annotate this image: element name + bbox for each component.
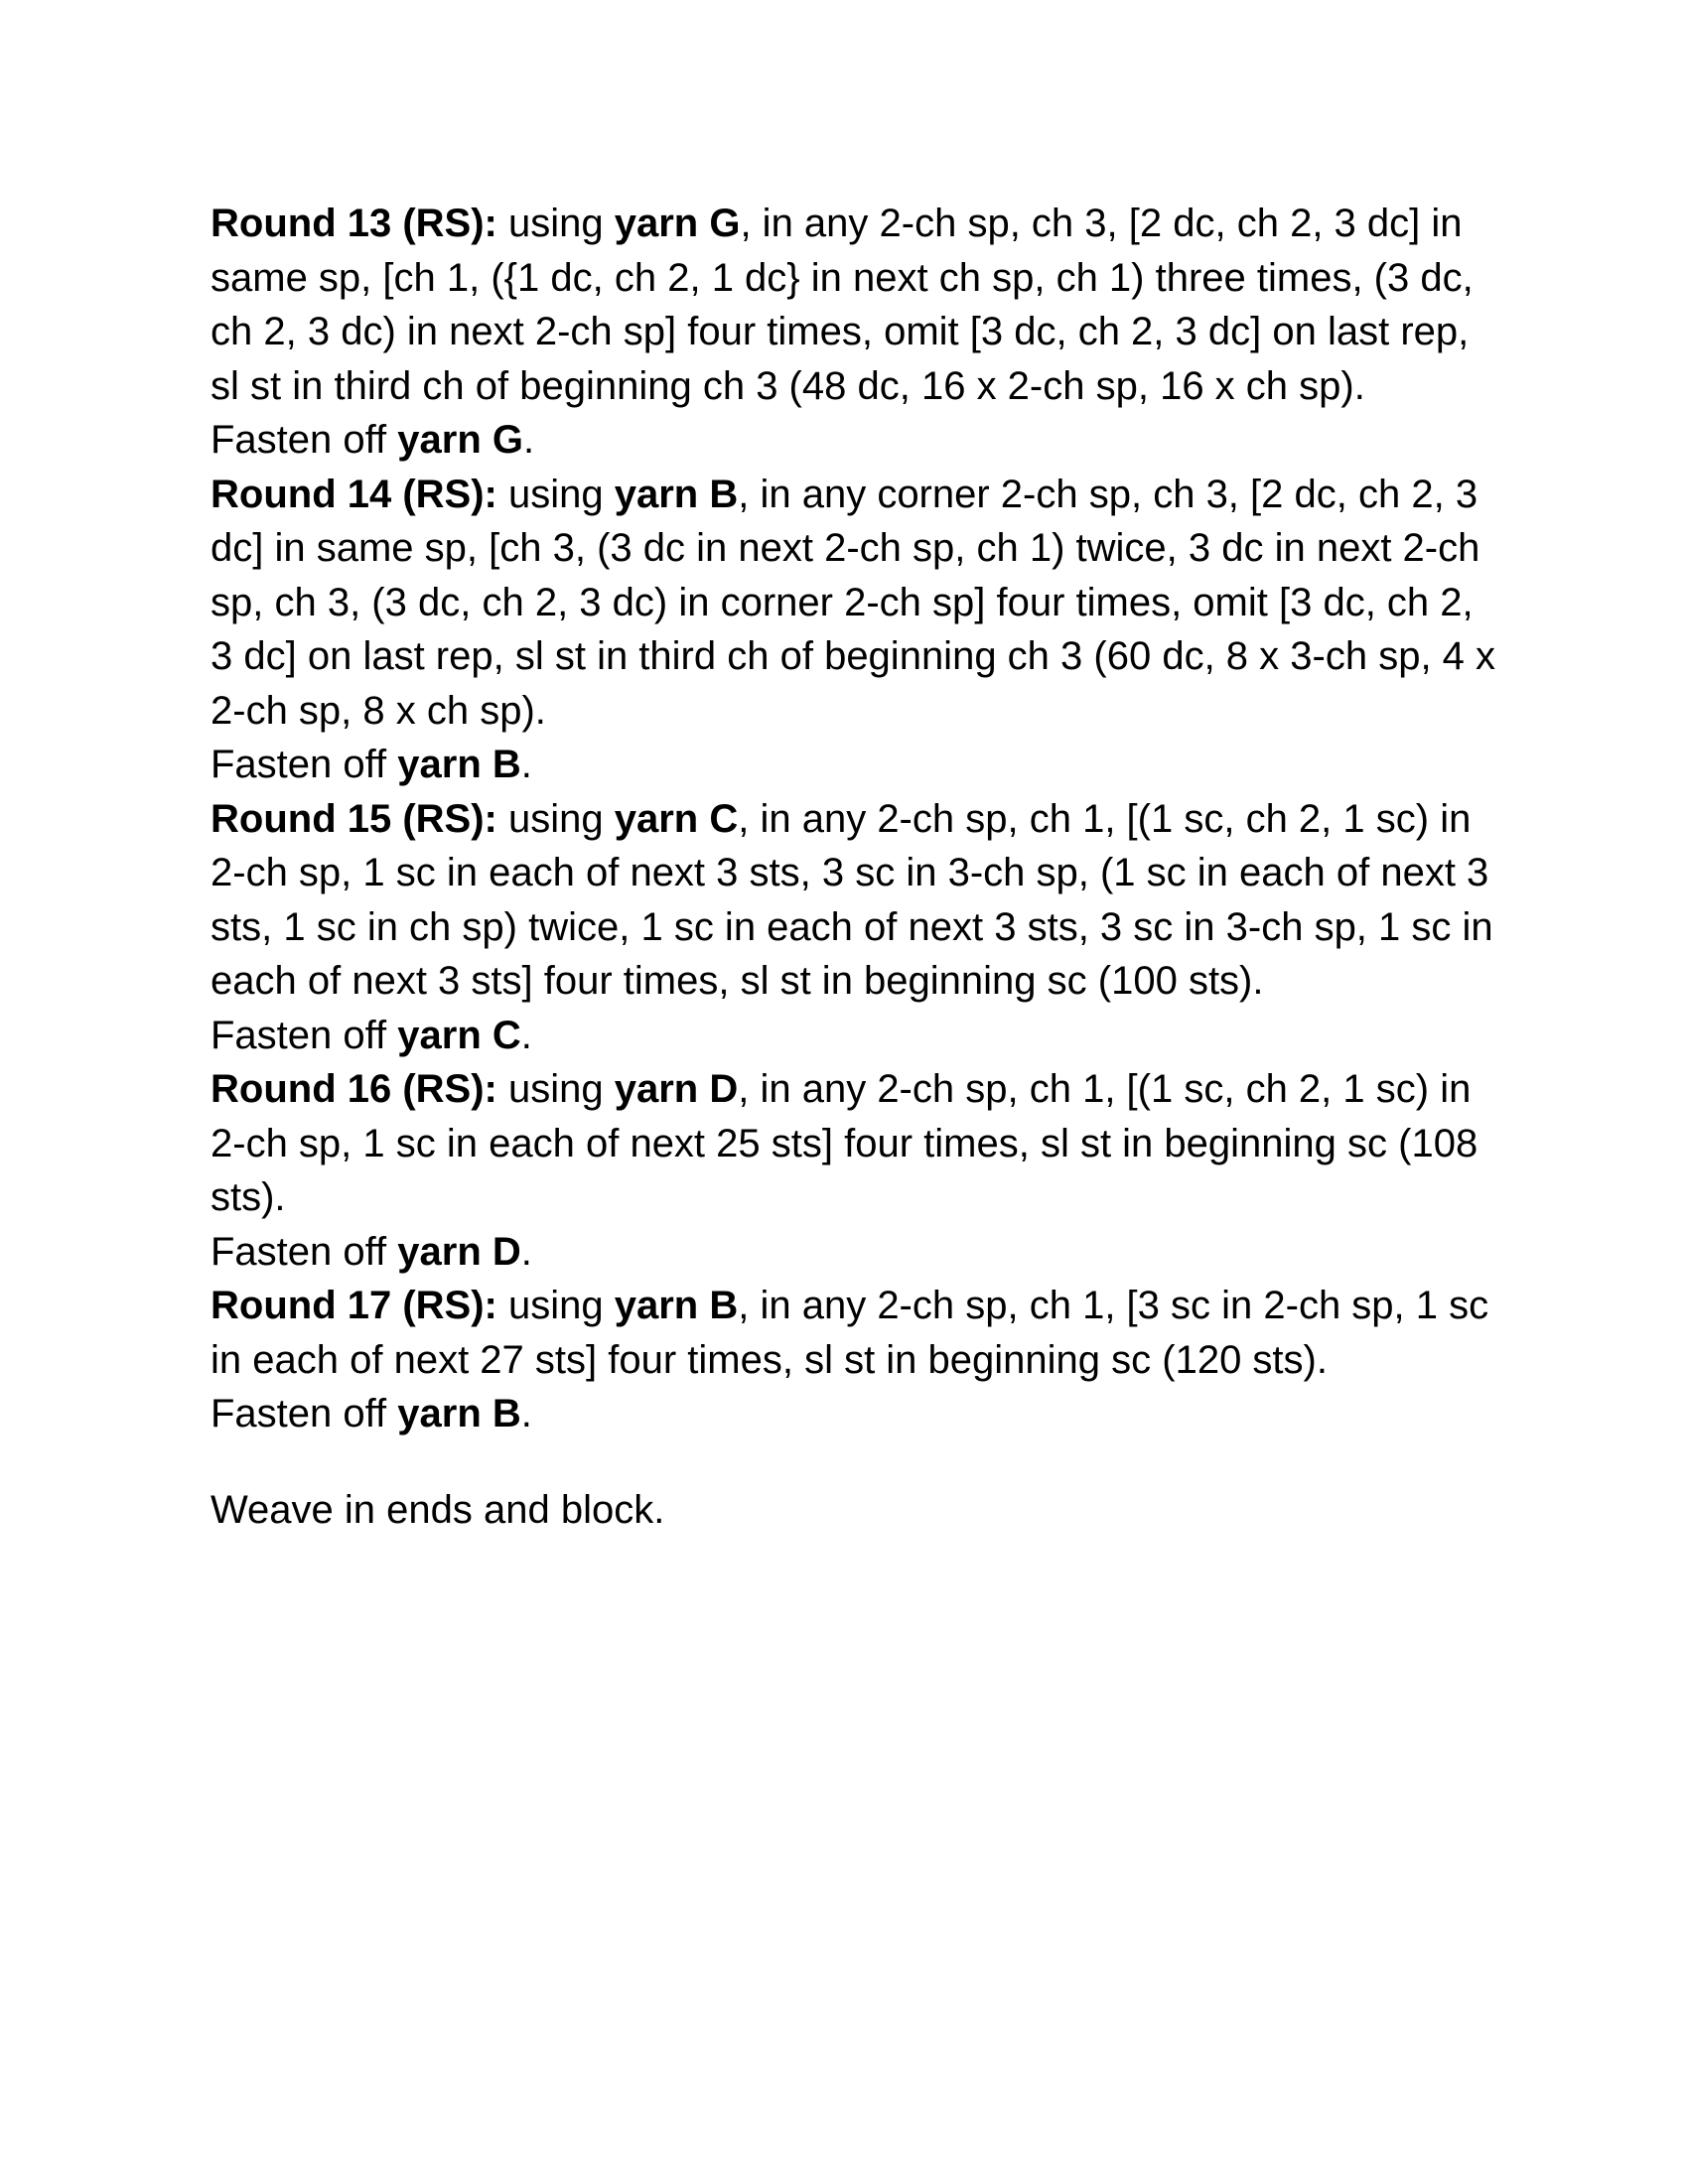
yarn-name: yarn G <box>614 202 741 245</box>
using-text: using <box>496 202 615 245</box>
fasten-off-yarn: yarn B <box>397 1392 521 1435</box>
fasten-off-line <box>211 738 1501 792</box>
fasten-off-text: Fasten off <box>211 1229 398 1274</box>
round-steps: , in any 2-ch sp, ch 1, [3 sc in 2-ch sp, 1 sc in each of next 27 sts] four times, sl st in beginning sc (120 sts). <box>211 1284 1489 1382</box>
round-heading: Round 16 (RS): <box>211 1067 497 1111</box>
finishing-instruction: Weave in ends and block. <box>211 1487 665 1532</box>
yarn-name: yarn B <box>614 472 739 516</box>
round-heading: Round 14 (RS): <box>211 472 497 516</box>
round-instruction <box>211 792 1501 1009</box>
fasten-off-line <box>211 1009 1501 1063</box>
pattern-page <box>211 197 1501 1537</box>
round-steps: , in any 2-ch sp, ch 1, [(1 sc, ch 2, 1 sc) in 2-ch sp, 1 sc in each of next 25 sts] four times, sl st in beginning sc (108 sts). <box>211 1067 1478 1219</box>
using-text: using <box>496 1284 615 1327</box>
round-heading: Round 15 (RS): <box>211 796 497 841</box>
fasten-off-period: . <box>520 1229 532 1274</box>
fasten-off-text: Fasten off <box>211 1392 398 1435</box>
round-instruction <box>211 1062 1501 1225</box>
fasten-off-text: Fasten off <box>211 1013 398 1057</box>
fasten-off-yarn: yarn C <box>397 1013 521 1057</box>
round-instruction <box>211 197 1501 413</box>
round-heading: Round 17 (RS): <box>211 1284 497 1327</box>
fasten-off-line <box>211 1387 1501 1441</box>
fasten-off-yarn: yarn B <box>397 743 521 786</box>
paragraph-gap <box>211 1441 1501 1483</box>
round-steps: , in any 2-ch sp, ch 1, [(1 sc, ch 2, 1 sc) in 2-ch sp, 1 sc in each of next 3 sts, 3 sc in 3-ch sp, (1 sc in each of next 3 sts, 1 sc in ch sp) twice, 1 sc in each of next 3 sts, 3 sc in 3-ch sp, 1 sc in each of next 3 sts] four times, sl st in beginning sc (100 sts). <box>211 796 1493 1003</box>
round-steps: , in any 2-ch sp, ch 3, [2 dc, ch 2, 3 dc] in same sp, [ch 1, ({1 dc, ch 2, 1 dc} in next ch sp, ch 1) three times, (3 dc, ch 2, 3 dc) in next 2-ch sp] four times, omit [3 dc, ch 2, 3 dc] on last rep, sl st in third ch of beginning ch 3 (48 dc, 16 x 2-ch sp, 16 x ch sp). <box>211 202 1474 408</box>
fasten-off-line <box>211 1225 1501 1280</box>
fasten-off-text: Fasten off <box>211 418 398 462</box>
round-heading: Round 13 (RS): <box>211 202 497 245</box>
fasten-off-period: . <box>522 418 535 462</box>
using-text: using <box>496 796 615 841</box>
fasten-off-text: Fasten off <box>211 743 398 786</box>
fasten-off-line <box>211 413 1501 468</box>
fasten-off-yarn: yarn G <box>397 418 523 462</box>
round-instruction <box>211 468 1501 739</box>
round-instruction <box>211 1279 1501 1387</box>
using-text: using <box>496 1067 615 1111</box>
using-text: using <box>496 472 615 516</box>
fasten-off-yarn: yarn D <box>397 1229 521 1274</box>
round-steps: , in any corner 2-ch sp, ch 3, [2 dc, ch 2, 3 dc] in same sp, [ch 3, (3 dc in next 2-ch sp, ch 1) twice, 3 dc in next 2-ch sp, ch 3, (3 dc, ch 2, 3 dc) in corner 2-ch sp] four times, omit [3 dc, ch 2, 3 dc] on last rep, sl st in third ch of beginning ch 3 (60 dc, 8 x 3-ch sp, 4 x 2-ch sp, 8 x ch sp). <box>211 472 1496 733</box>
yarn-name: yarn D <box>614 1067 739 1111</box>
yarn-name: yarn C <box>614 796 739 841</box>
fasten-off-period: . <box>520 1013 532 1057</box>
fasten-off-period: . <box>520 1392 532 1435</box>
yarn-name: yarn B <box>614 1284 739 1327</box>
fasten-off-period: . <box>520 743 532 786</box>
